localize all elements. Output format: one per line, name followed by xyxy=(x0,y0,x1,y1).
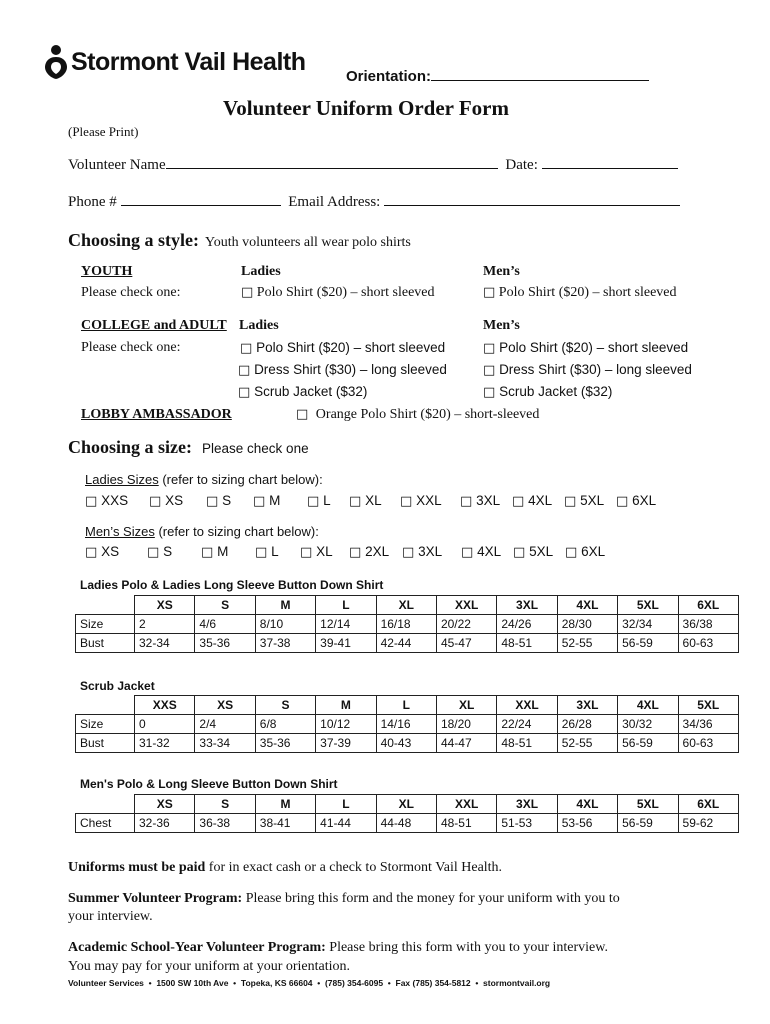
table-cell: 6/8 xyxy=(255,715,315,734)
payment-note-bold: Uniforms must be paid xyxy=(68,860,206,875)
date-blank[interactable] xyxy=(542,154,678,169)
ladies-size-m[interactable] xyxy=(253,493,280,509)
size-label: 3XL xyxy=(418,544,443,559)
ladies-sizes-ref: (refer to sizing chart below): xyxy=(158,472,323,487)
table-cell: Chest xyxy=(76,814,135,833)
table-cell: Bust xyxy=(76,734,135,753)
table-cell: 48-51 xyxy=(436,814,496,833)
table-header-cell: M xyxy=(255,596,315,615)
checkbox-icon[interactable]: □ xyxy=(564,494,577,509)
table-header-cell: XS xyxy=(135,596,195,615)
payment-note-text: for in exact cash or a check to Stormont Vail Health. xyxy=(205,860,503,875)
mens-table-caption: Men's Polo & Long Sleeve Button Down Shirt xyxy=(80,777,338,791)
table-cell: 16/18 xyxy=(376,615,436,634)
table-cell: 20/22 xyxy=(436,615,496,634)
checkbox-icon[interactable]: □ xyxy=(85,545,98,560)
summer-note-bold: Summer Volunteer Program: xyxy=(68,891,243,906)
table-cell: 35-36 xyxy=(195,634,255,653)
table-cell: 32/34 xyxy=(618,615,678,634)
checkbox-icon[interactable]: □ xyxy=(296,407,309,422)
size-label: XXL xyxy=(416,493,442,508)
table-cell: Size xyxy=(76,715,135,734)
size-heading: Choosing a size: xyxy=(68,437,193,457)
college-mens-polo-option[interactable] xyxy=(483,340,688,356)
academic-note xyxy=(68,938,608,976)
checkbox-icon[interactable]: □ xyxy=(400,494,413,509)
checkbox-icon[interactable]: □ xyxy=(85,494,98,509)
ladies-size-table xyxy=(75,595,739,653)
size-label: L xyxy=(323,493,331,508)
checkbox-icon[interactable]: □ xyxy=(147,545,160,560)
table-cell: 34/36 xyxy=(678,715,738,734)
table-header-row xyxy=(76,696,739,715)
size-label: 5XL xyxy=(580,493,605,508)
checkbox-icon[interactable]: □ xyxy=(513,545,526,560)
table-header-cell: 4XL xyxy=(618,696,678,715)
table-cell: 37-38 xyxy=(255,634,315,653)
table-cell: Size xyxy=(76,615,135,634)
table-cell: 10/12 xyxy=(316,715,376,734)
table-corner-cell xyxy=(76,596,135,615)
scrub-table-caption: Scrub Jacket xyxy=(80,679,155,693)
checkbox-icon[interactable]: □ xyxy=(238,385,251,400)
option-label: Polo Shirt ($20) – short sleeved xyxy=(498,285,677,300)
ladies-size-3xl[interactable] xyxy=(460,493,500,509)
date-label: Date: xyxy=(505,157,538,173)
ladies-size-xl[interactable] xyxy=(349,493,382,509)
option-label: Scrub Jacket ($32) xyxy=(499,384,613,399)
table-cell: 48-51 xyxy=(497,734,557,753)
college-ladies-dress-option[interactable] xyxy=(238,362,447,378)
table-header-cell: 5XL xyxy=(618,596,678,615)
stormont-vail-logo-icon xyxy=(44,44,68,80)
table-cell: 51-53 xyxy=(497,814,557,833)
college-label: COLLEGE and ADULT xyxy=(81,318,227,333)
table-cell: 2/4 xyxy=(195,715,255,734)
ladies-sizes-label: Ladies Sizes xyxy=(85,472,159,487)
mens-size-xl[interactable] xyxy=(300,544,333,560)
college-mens-scrub-option[interactable] xyxy=(483,384,612,400)
table-header-cell: 3XL xyxy=(497,596,557,615)
mens-size-m[interactable] xyxy=(201,544,228,560)
checkbox-icon[interactable]: □ xyxy=(483,363,496,378)
table-cell: 4/6 xyxy=(195,615,255,634)
college-ladies-scrub-option[interactable] xyxy=(238,384,367,400)
academic-note-bold: Academic School-Year Volunteer Program: xyxy=(68,940,326,955)
volunteer-name-blank[interactable] xyxy=(166,154,498,169)
table-cell: 59-62 xyxy=(678,814,738,833)
footer-address: Volunteer Services • 1500 SW 10th Ave • Topeka, KS 66604 • (785) 354-6095 • Fax (785) 354-5812 • stormontvail.org xyxy=(68,978,551,988)
checkbox-icon[interactable]: □ xyxy=(241,285,254,300)
checkbox-icon[interactable]: □ xyxy=(616,494,629,509)
youth-mens-polo-option[interactable] xyxy=(483,285,677,301)
ladies-sizes-caption xyxy=(85,472,323,487)
mens-sizes-label: Men’s Sizes xyxy=(85,524,155,539)
ladies-size-s[interactable] xyxy=(206,493,231,509)
table-header-cell: 5XL xyxy=(618,795,678,814)
mens-size-xs[interactable] xyxy=(85,544,119,560)
table-header-cell: 6XL xyxy=(678,596,738,615)
table-cell: 32-36 xyxy=(135,814,195,833)
table-cell: 30/32 xyxy=(618,715,678,734)
table-cell: 44-47 xyxy=(436,734,496,753)
phone-row xyxy=(68,191,680,211)
volunteer-name-label: Volunteer Name xyxy=(68,157,166,173)
table-cell: 33-34 xyxy=(195,734,255,753)
college-mens-heading: Men’s xyxy=(483,318,520,333)
table-header-cell: M xyxy=(255,795,315,814)
size-label: XS xyxy=(165,493,184,508)
size-heading-row xyxy=(68,437,309,458)
checkbox-icon[interactable]: □ xyxy=(206,494,219,509)
table-header-cell: L xyxy=(316,795,376,814)
checkbox-icon[interactable]: □ xyxy=(565,545,578,560)
table-header-cell: 4XL xyxy=(557,795,617,814)
option-label: Dress Shirt ($30) – long sleeved xyxy=(254,362,447,377)
table-header-cell: XL xyxy=(376,795,436,814)
table-row xyxy=(76,734,739,753)
size-label: M xyxy=(269,493,281,508)
table-cell: 53-56 xyxy=(557,814,617,833)
option-label: Orange Polo Shirt ($20) – short-sleeved xyxy=(315,407,540,422)
table-cell: 56-59 xyxy=(618,634,678,653)
size-label: S xyxy=(222,493,232,508)
mens-size-options xyxy=(85,544,685,562)
size-label: XXS xyxy=(101,493,129,508)
mens-size-s[interactable] xyxy=(147,544,172,560)
ladies-size-4xl[interactable] xyxy=(512,493,552,509)
option-label: Polo Shirt ($20) – short sleeved xyxy=(499,340,689,355)
table-cell: 18/20 xyxy=(436,715,496,734)
table-cell: 2 xyxy=(135,615,195,634)
summer-note xyxy=(68,890,620,926)
table-cell: 35-36 xyxy=(255,734,315,753)
size-label: 6XL xyxy=(632,493,657,508)
table-cell: 40-43 xyxy=(376,734,436,753)
table-corner-cell xyxy=(76,696,135,715)
checkbox-icon[interactable]: □ xyxy=(201,545,214,560)
table-cell: 37-39 xyxy=(316,734,376,753)
table-header-cell: L xyxy=(376,696,436,715)
youth-ladies-heading: Ladies xyxy=(241,264,281,279)
mens-sizes-caption xyxy=(85,524,319,539)
table-cell: 60-63 xyxy=(678,634,738,653)
table-cell: 52-55 xyxy=(557,634,617,653)
table-header-cell: 3XL xyxy=(497,795,557,814)
mens-size-table xyxy=(75,794,739,833)
table-cell: 45-47 xyxy=(436,634,496,653)
youth-label: YOUTH xyxy=(81,264,133,279)
mens-size-2xl[interactable] xyxy=(349,544,389,560)
size-label: M xyxy=(217,544,229,559)
orientation-field xyxy=(346,66,649,85)
table-corner-cell xyxy=(76,795,135,814)
academic-note-text: Please bring this form with you to your interview. xyxy=(325,940,608,955)
ladies-size-5xl[interactable] xyxy=(564,493,604,509)
table-header-cell: 6XL xyxy=(678,795,738,814)
ladies-size-6xl[interactable] xyxy=(616,493,656,509)
checkbox-icon[interactable]: □ xyxy=(349,545,362,560)
option-label: Dress Shirt ($30) – long sleeved xyxy=(499,362,692,377)
mens-size-5xl[interactable] xyxy=(513,544,553,560)
college-ladies-polo-option[interactable] xyxy=(240,340,445,356)
table-header-cell: S xyxy=(195,596,255,615)
table-header-cell: XXL xyxy=(436,596,496,615)
size-label: 5XL xyxy=(529,544,554,559)
size-label: 2XL xyxy=(365,544,390,559)
table-cell: 0 xyxy=(135,715,195,734)
checkbox-icon[interactable]: □ xyxy=(349,494,362,509)
size-label: XL xyxy=(365,493,382,508)
table-cell: 48-51 xyxy=(497,634,557,653)
table-cell: 31-32 xyxy=(135,734,195,753)
table-row xyxy=(76,715,739,734)
table-header-cell: XL xyxy=(376,596,436,615)
table-cell: 52-55 xyxy=(557,734,617,753)
page-title: Volunteer Uniform Order Form xyxy=(223,96,509,120)
checkbox-icon[interactable]: □ xyxy=(483,341,496,356)
size-label: 6XL xyxy=(581,544,606,559)
table-header-cell: L xyxy=(316,596,376,615)
table-row xyxy=(76,814,739,833)
checkbox-icon[interactable]: □ xyxy=(253,494,266,509)
table-header-row xyxy=(76,795,739,814)
table-header-cell: 5XL xyxy=(678,696,738,715)
size-label: S xyxy=(163,544,173,559)
table-cell: 38-41 xyxy=(255,814,315,833)
table-cell: 22/24 xyxy=(497,715,557,734)
table-cell: 41-44 xyxy=(316,814,376,833)
checkbox-icon[interactable]: □ xyxy=(483,385,496,400)
ladies-table-caption: Ladies Polo & Ladies Long Sleeve Button Down Shirt xyxy=(80,578,384,592)
table-row xyxy=(76,634,739,653)
table-cell: 26/28 xyxy=(557,715,617,734)
youth-check-label: Please check one: xyxy=(81,285,181,300)
option-label: Polo Shirt ($20) – short sleeved xyxy=(256,340,446,355)
table-cell: 42-44 xyxy=(376,634,436,653)
size-note: Please check one xyxy=(202,441,309,456)
table-cell: 56-59 xyxy=(618,734,678,753)
checkbox-icon[interactable]: □ xyxy=(307,494,320,509)
size-label: 4XL xyxy=(477,544,502,559)
brand-name: Stormont Vail Health xyxy=(71,48,306,76)
ladies-size-options xyxy=(85,493,685,511)
ladies-size-xs[interactable] xyxy=(149,493,183,509)
table-row xyxy=(76,615,739,634)
scrub-size-table xyxy=(75,695,739,753)
table-header-cell: 3XL xyxy=(557,696,617,715)
college-mens-dress-option[interactable] xyxy=(483,362,692,378)
email-blank[interactable] xyxy=(384,191,680,206)
email-label: Email Address: xyxy=(288,194,381,210)
table-cell: 14/16 xyxy=(376,715,436,734)
size-label: L xyxy=(271,544,279,559)
ladies-size-xxs[interactable] xyxy=(85,493,128,509)
lobby-label: LOBBY AMBASSADOR xyxy=(81,407,232,422)
size-label: 3XL xyxy=(476,493,501,508)
table-header-cell: 4XL xyxy=(557,596,617,615)
table-header-cell: XXS xyxy=(135,696,195,715)
table-cell: 39-41 xyxy=(316,634,376,653)
table-cell: 8/10 xyxy=(255,615,315,634)
table-header-cell: S xyxy=(255,696,315,715)
phone-label: Phone # xyxy=(68,194,117,210)
table-header-cell: XXL xyxy=(436,795,496,814)
table-cell: 36/38 xyxy=(678,615,738,634)
checkbox-icon[interactable]: □ xyxy=(461,545,474,560)
orientation-label: Orientation: xyxy=(346,68,431,85)
checkbox-icon[interactable]: □ xyxy=(240,341,253,356)
youth-mens-heading: Men’s xyxy=(483,264,520,279)
option-label: Polo Shirt ($20) – short sleeved xyxy=(256,285,435,300)
mens-size-l[interactable] xyxy=(255,544,279,560)
table-cell: Bust xyxy=(76,634,135,653)
table-header-cell: S xyxy=(195,795,255,814)
checkbox-icon[interactable]: □ xyxy=(512,494,525,509)
name-row xyxy=(68,154,678,174)
checkbox-icon[interactable]: □ xyxy=(238,363,251,378)
college-check-label: Please check one: xyxy=(81,340,181,355)
youth-ladies-polo-option[interactable] xyxy=(241,285,435,301)
orientation-blank[interactable] xyxy=(431,66,649,81)
checkbox-icon[interactable]: □ xyxy=(402,545,415,560)
style-note: Youth volunteers all wear polo shirts xyxy=(205,235,411,250)
checkbox-icon[interactable]: □ xyxy=(300,545,313,560)
style-heading-row xyxy=(68,230,411,251)
phone-blank[interactable] xyxy=(121,191,281,206)
mens-size-6xl[interactable] xyxy=(565,544,605,560)
table-header-cell: XXL xyxy=(497,696,557,715)
mens-sizes-ref: (refer to sizing chart below): xyxy=(154,524,319,539)
table-header-row xyxy=(76,596,739,615)
size-label: XL xyxy=(316,544,333,559)
academic-note-text-2: You may pay for your uniform at your orientation. xyxy=(68,959,351,974)
table-cell: 36-38 xyxy=(195,814,255,833)
option-label: Scrub Jacket ($32) xyxy=(254,384,368,399)
checkbox-icon[interactable]: □ xyxy=(149,494,162,509)
table-cell: 44-48 xyxy=(376,814,436,833)
style-heading: Choosing a style: xyxy=(68,230,200,250)
size-label: XS xyxy=(101,544,120,559)
payment-note xyxy=(68,860,502,876)
table-header-cell: XL xyxy=(436,696,496,715)
table-cell: 56-59 xyxy=(618,814,678,833)
table-cell: 12/14 xyxy=(316,615,376,634)
size-label: 4XL xyxy=(528,493,553,508)
table-cell: 28/30 xyxy=(557,615,617,634)
table-cell: 32-34 xyxy=(135,634,195,653)
table-header-cell: XS xyxy=(135,795,195,814)
ladies-size-l[interactable] xyxy=(307,493,331,509)
checkbox-icon[interactable]: □ xyxy=(255,545,268,560)
checkbox-icon[interactable]: □ xyxy=(460,494,473,509)
table-header-cell: M xyxy=(316,696,376,715)
checkbox-icon[interactable]: □ xyxy=(483,285,496,300)
mens-size-3xl[interactable] xyxy=(402,544,442,560)
ladies-size-xxl[interactable] xyxy=(400,493,442,509)
please-print: (Please Print) xyxy=(68,124,139,139)
summer-note-text: Please bring this form and the money for your uniform with you to xyxy=(242,891,620,906)
table-cell: 24/26 xyxy=(497,615,557,634)
mens-size-4xl[interactable] xyxy=(461,544,501,560)
college-ladies-heading: Ladies xyxy=(239,318,279,333)
table-cell: 60-63 xyxy=(678,734,738,753)
lobby-orange-polo-option[interactable] xyxy=(296,407,539,423)
summer-note-text-2: your interview. xyxy=(68,909,153,924)
table-header-cell: XS xyxy=(195,696,255,715)
